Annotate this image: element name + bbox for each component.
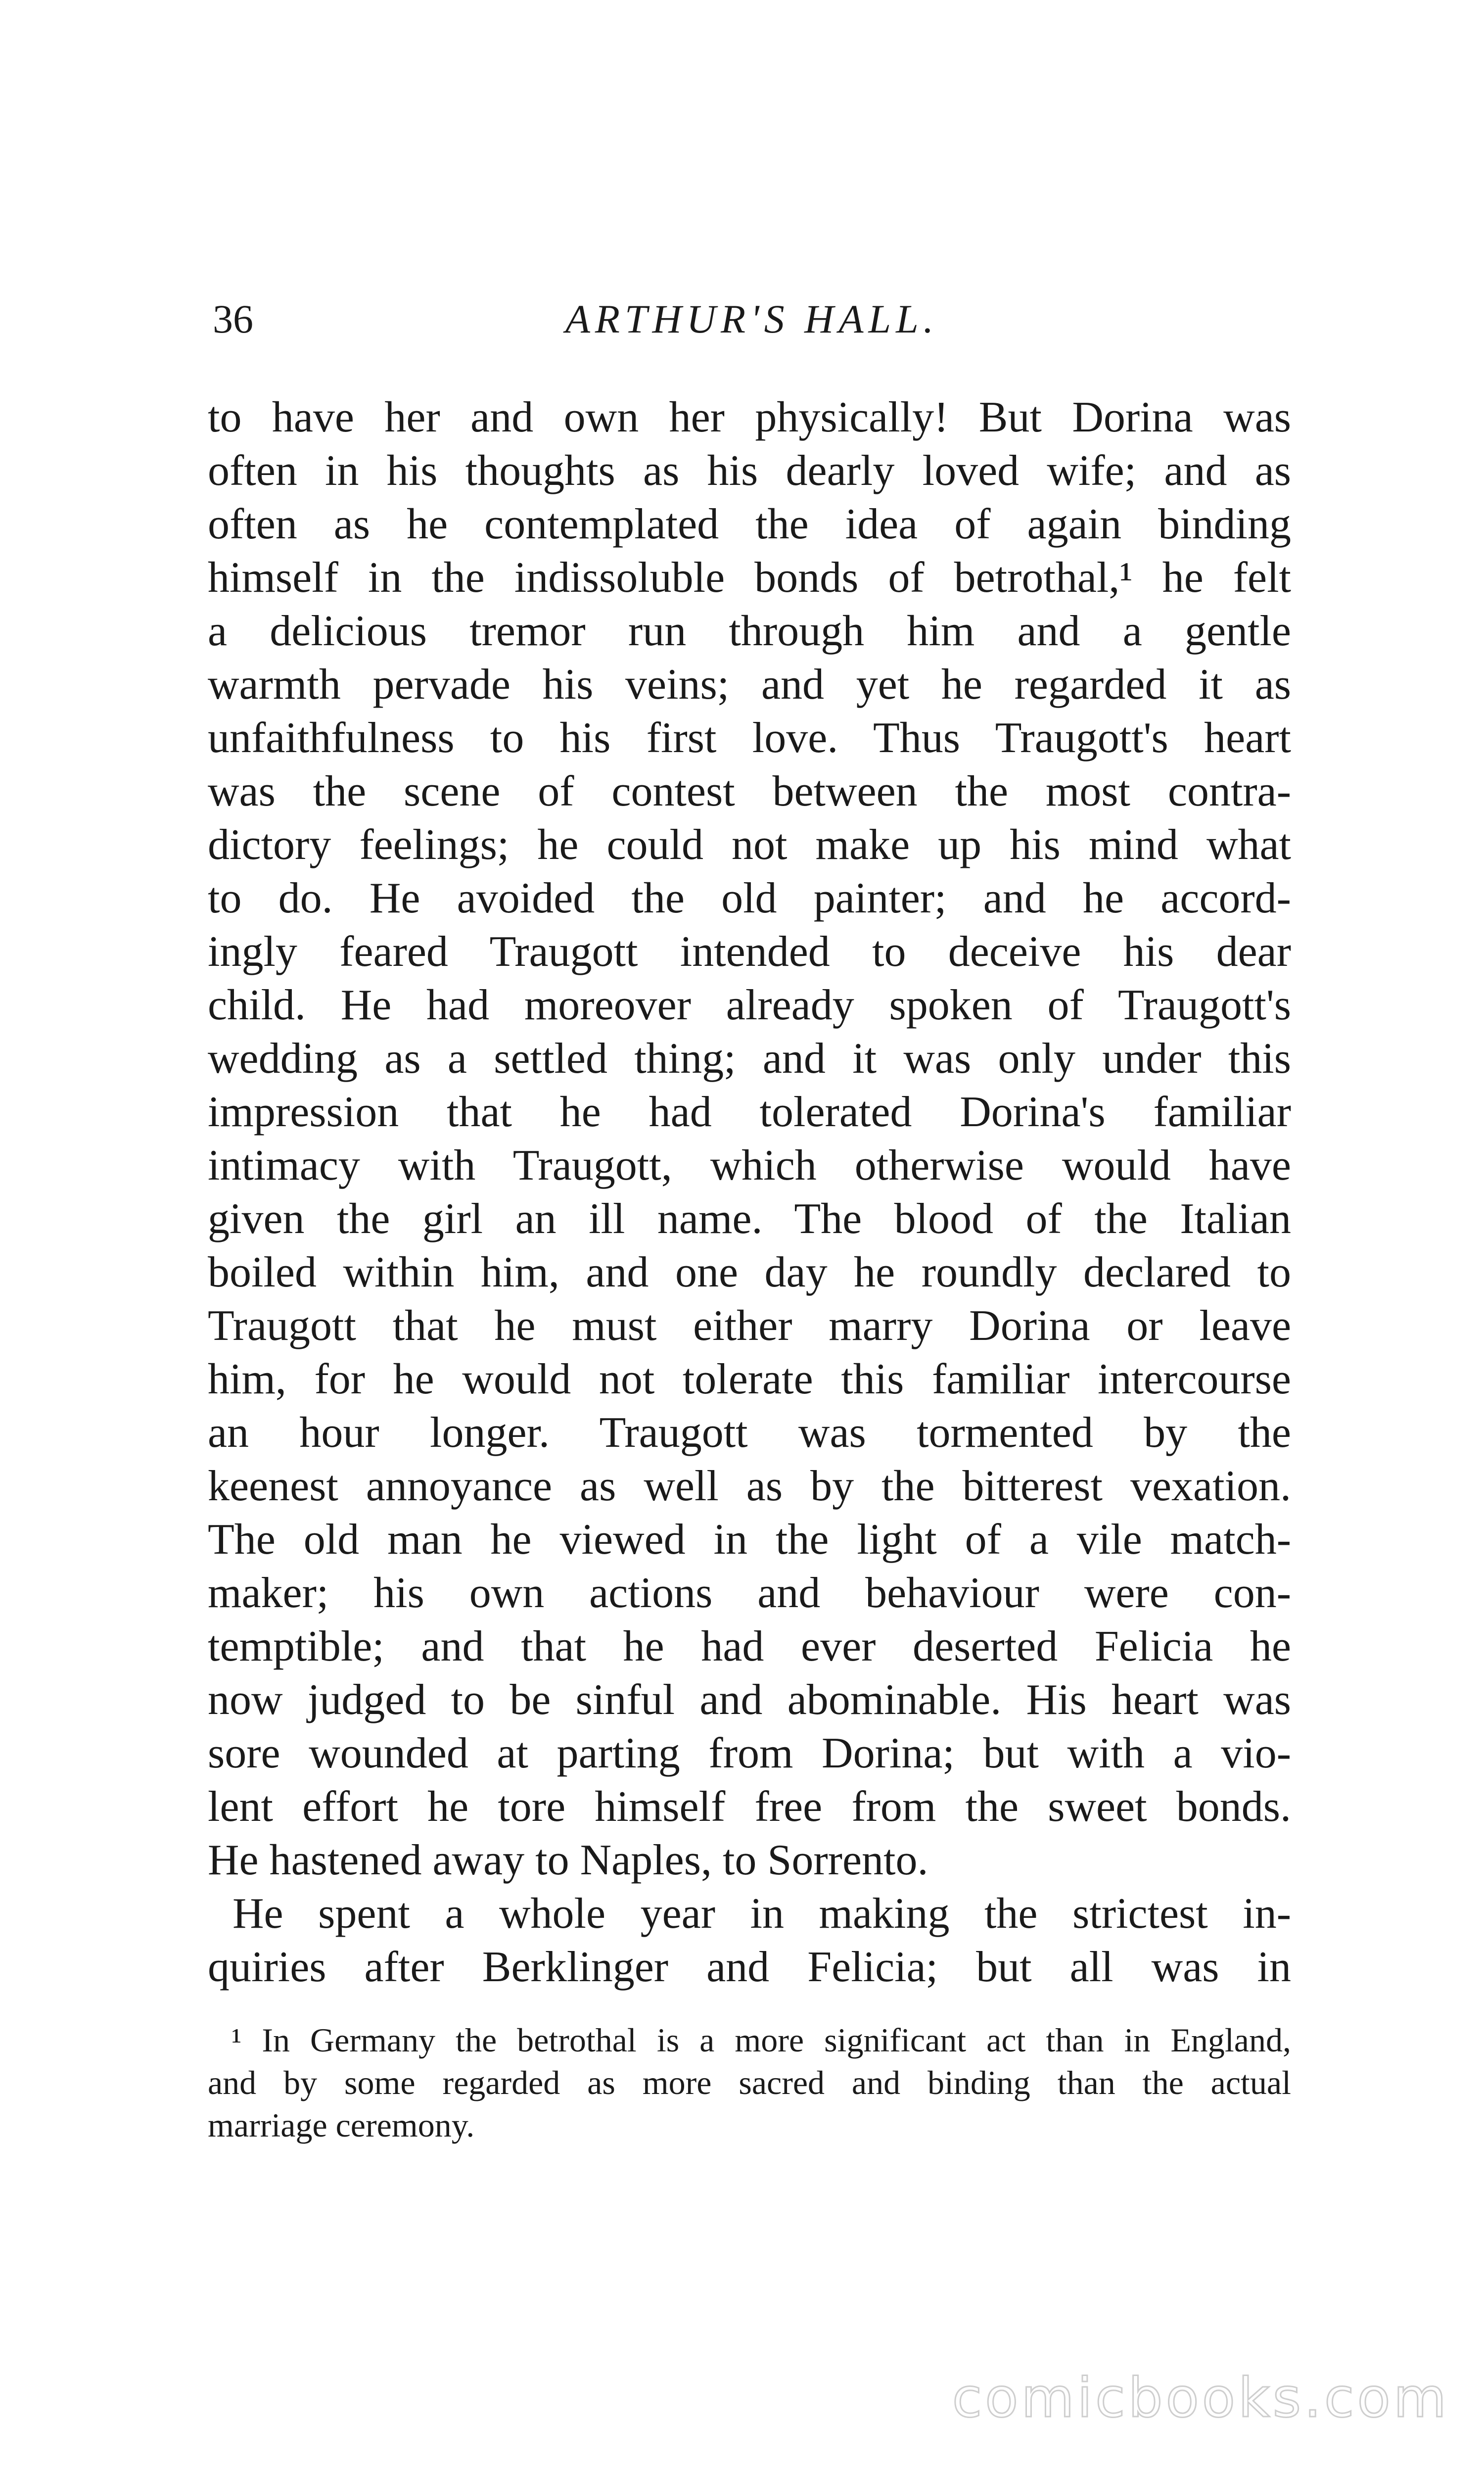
text-line: unfaithfulness to his first love. Thus Traugott's heart — [208, 714, 1291, 762]
text-line: given the girl an ill name. The blood of the Italian — [208, 1195, 1291, 1243]
text-line: Traugott that he must either marry Dorina or leave — [208, 1302, 1291, 1350]
text-line: sore wounded at parting from Dorina; but with a vio- — [208, 1729, 1291, 1777]
text-line: child. He had moreover already spoken of Traugott's — [208, 981, 1291, 1029]
text-line: him, for he would not tolerate this familiar intercourse — [208, 1355, 1291, 1403]
text-line: an hour longer. Traugott was tormented by the — [208, 1409, 1291, 1457]
page-number: 36 — [213, 296, 253, 341]
running-head — [213, 292, 1291, 346]
footnote — [208, 2019, 1291, 2146]
watermark: comicbooks.com — [952, 2366, 1449, 2429]
text-line: quiries after Berklinger and Felicia; but all was in — [208, 1943, 1291, 1991]
text-line: warmth pervade his veins; and yet he regarded it as — [208, 661, 1291, 709]
text-line: often as he contemplated the idea of again binding — [208, 500, 1291, 548]
text-line: himself in the indissoluble bonds of betrothal,¹ he felt — [208, 554, 1291, 602]
text-line: a delicious tremor run through him and a gentle — [208, 607, 1291, 655]
text-line: to do. He avoided the old painter; and he accord- — [208, 874, 1291, 922]
text-line: often in his thoughts as his dearly loved wife; and as — [208, 447, 1291, 495]
text-line: impression that he had tolerated Dorina's familiar — [208, 1088, 1291, 1136]
text-line: ingly feared Traugott intended to deceive his dear — [208, 928, 1291, 976]
text-line: The old man he viewed in the light of a vile match- — [208, 1516, 1291, 1564]
text-line: He hastened away to Naples, to Sorrento. — [208, 1836, 928, 1884]
text-line: keenest annoyance as well as by the bitterest vexation. — [208, 1462, 1291, 1510]
text-line: temptible; and that he had ever deserted Felicia he — [208, 1622, 1291, 1670]
running-title: ARTHUR'S HALL. — [565, 296, 939, 341]
body-text — [208, 391, 1291, 1994]
text-line: intimacy with Traugott, which otherwise would have — [208, 1142, 1291, 1189]
text-line: now judged to be sinful and abominable. His heart was — [208, 1676, 1291, 1724]
footnote-line: ¹ In Germany the betrothal is a more significant act than in England, — [232, 2021, 1291, 2059]
footnote-line: marriage ceremony. — [208, 2106, 475, 2144]
text-line: dictory feelings; he could not make up his mind what — [208, 821, 1291, 869]
text-line: was the scene of contest between the most contra- — [208, 767, 1291, 815]
text-line: boiled within him, and one day he roundly declared to — [208, 1248, 1291, 1296]
footnote-line: and by some regarded as more sacred and binding than the actual — [208, 2064, 1291, 2101]
text-line: wedding as a settled thing; and it was only under this — [208, 1035, 1291, 1083]
text-line: He spent a whole year in making the strictest in- — [232, 1890, 1291, 1938]
text-line: lent effort he tore himself free from the sweet bonds. — [208, 1783, 1291, 1831]
text-line: maker; his own actions and behaviour were con- — [208, 1569, 1291, 1617]
text-line: to have her and own her physically! But Dorina was — [208, 393, 1291, 441]
